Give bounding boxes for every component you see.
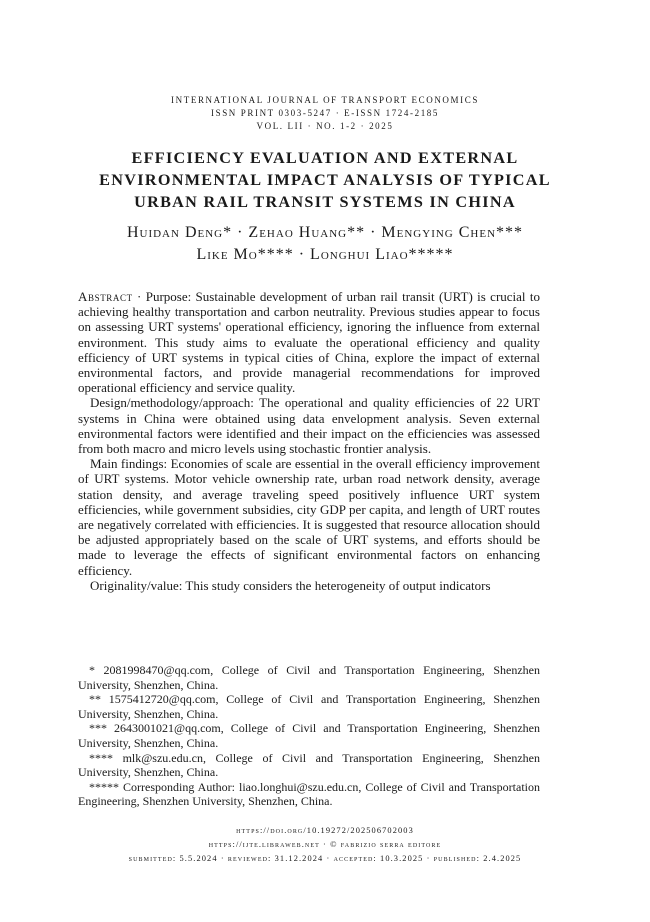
- authors-line-1: Huidan Deng* · Zehao Huang** · Mengying Chen***: [126, 224, 524, 241]
- publisher-site[interactable]: https://ijte.libraweb.net · © fabrizio serra editore: [208, 840, 442, 849]
- title-line-3: URBAN RAIL TRANSIT SYSTEMS IN CHINA: [134, 193, 516, 211]
- authors-line-2: Like Mo**** · Longhui Liao*****: [196, 246, 454, 263]
- footnote-5: ***** Corresponding Author: liao.longhui@szu.edu.cn, College of Civil and Transportation Engineering, Shenzhen University, Shenzhen, China.: [78, 779, 540, 809]
- abstract-findings: Main findings: Economies of scale are essential in the overall efficiency improvement of URT systems. Motor vehicle ownership rate, urban road network density, average station density, and average traveling speed positively influence URT system efficiencies, while government subsidies, city GDP per capita, and length of URT routes are negatively correlated with efficiencies. It is suggested that resource allocation should be adjusted appropriately based on the scale of URT systems, and efforts should be made to leverage the effects of significant environmental factors on enhancing efficiency.: [78, 456, 540, 578]
- paper-title: [60, 147, 590, 213]
- publication-dates: submitted: 5.5.2024 · reviewed: 31.12.2024 · accepted: 10.3.2025 · published: 2.4.2025: [128, 854, 522, 863]
- title-line-1: EFFICIENCY EVALUATION AND EXTERNAL: [131, 149, 519, 167]
- author-footnotes: [78, 663, 540, 809]
- journal-volume: VOL. LII · NO. 1-2 · 2025: [256, 121, 394, 131]
- abstract-label: Abstract: [78, 289, 133, 304]
- abstract-originality: Originality/value: This study considers the heterogeneity of output indicators: [90, 577, 491, 593]
- doi-link[interactable]: https://doi.org/10.19272/202506702003: [236, 826, 414, 835]
- footnote-3: *** 2643001021@qq.com, College of Civil and Transportation Engineering, Shenzhen University, Shenzhen, China.: [78, 721, 540, 750]
- footnote-4: **** mlk@szu.edu.cn, College of Civil and Transportation Engineering, Shenzhen University, Shenzhen, China.: [78, 750, 540, 780]
- abstract-purpose-text: · Purpose: Sustainable development of urban rail transit (URT) is crucial to achieving healthy transportation and carbon neutrality. Previous studies appear to focus on assessing URT systems' operational efficiency, ignoring the influence from external environment. This study aims to evaluate the operational efficiency and quality efficiency of URT systems in typical cities of China, explore the impact of external environmental factors, and provide managerial recommendations for improved operational efficiency and service quality.: [78, 289, 540, 396]
- journal-header: [0, 94, 650, 133]
- footnote-2: ** 1575412720@qq.com, College of Civil and Transportation Engineering, Shenzhen University, Shenzhen, China.: [78, 692, 540, 721]
- abstract: [78, 289, 540, 593]
- author-list: [40, 222, 610, 266]
- journal-issn: ISSN PRINT 0303-5247 · E-ISSN 1724-2185: [211, 108, 439, 118]
- publication-meta: [0, 824, 650, 866]
- journal-name: INTERNATIONAL JOURNAL OF TRANSPORT ECONOMICS: [171, 95, 479, 105]
- abstract-purpose: [78, 289, 540, 395]
- footnote-1: * 2081998470@qq.com, College of Civil and Transportation Engineering, Shenzhen University, Shenzhen, China.: [78, 663, 540, 692]
- title-line-2: ENVIRONMENTAL IMPACT ANALYSIS OF TYPICAL: [99, 171, 551, 189]
- abstract-design: Design/methodology/approach: The operational and quality efficiencies of 22 URT systems in China were obtained using data envelopment analysis. Seven external environmental factors were identified and their impact on the efficiencies was assessed from both macro and micro levels using stochastic frontier analysis.: [78, 395, 540, 457]
